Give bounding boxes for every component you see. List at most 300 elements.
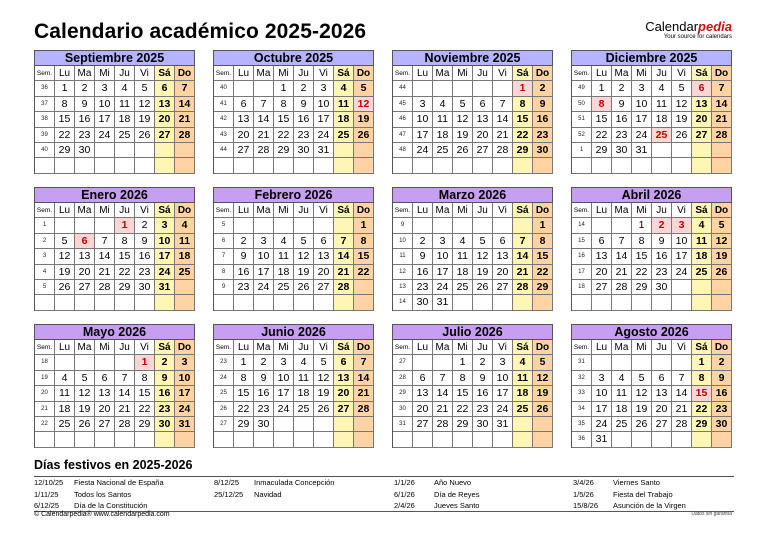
day-cell: 2 [612,81,632,96]
day-cell [334,417,354,432]
weekday-header: Lu [55,203,75,218]
month-title: Octubre 2025 [214,51,374,66]
weekday-header: Lu [413,203,433,218]
day-cell: 22 [115,265,135,280]
week-header: Sem. [214,203,234,218]
day-cell: 6 [155,81,175,96]
week-number: 19 [35,371,55,386]
weekday-header: Vi [672,66,692,81]
week-number [35,432,55,447]
weekday-header: Vi [135,203,155,218]
day-cell: 20 [493,265,513,280]
month-calendar [571,324,732,448]
day-cell [155,158,175,173]
day-cell [672,280,692,295]
week-number: 47 [393,128,413,143]
day-cell: 7 [175,81,195,96]
day-cell: 15 [533,249,553,264]
day-cell: 5 [75,371,95,386]
week-number: 32 [572,371,592,386]
holiday-date: 8/12/25 [214,478,240,487]
day-cell: 31 [175,417,195,432]
day-cell: 24 [95,128,115,143]
day-cell: 22 [453,402,473,417]
day-cell [672,143,692,158]
day-cell: 13 [95,386,115,401]
day-cell: 28 [334,280,354,295]
day-cell: 7 [672,371,692,386]
weekday-header: Mi [632,340,652,355]
brand-logo[interactable] [645,20,732,41]
month-calendar [34,50,195,174]
weekday-header: Ma [433,66,453,81]
day-cell: 10 [413,112,433,127]
day-cell [692,143,712,158]
day-cell: 9 [155,371,175,386]
day-cell: 21 [354,386,374,401]
day-cell [175,280,195,295]
day-cell [652,432,672,447]
weekday-header: Do [175,203,195,218]
day-cell: 10 [314,97,334,112]
day-cell: 26 [473,280,493,295]
day-cell: 25 [612,417,632,432]
day-cell: 11 [433,112,453,127]
month-title: Enero 2026 [35,188,195,203]
day-cell: 26 [354,128,374,143]
day-cell: 14 [672,386,692,401]
day-cell: 19 [632,402,652,417]
day-cell: 4 [612,371,632,386]
day-cell: 17 [155,249,175,264]
holidays-table [34,476,734,512]
day-cell: 25 [294,402,314,417]
day-cell: 10 [632,97,652,112]
day-cell [314,218,334,233]
month-title: Agosto 2026 [572,325,732,340]
day-cell: 11 [692,234,712,249]
day-cell [672,158,692,173]
day-cell: 19 [135,112,155,127]
month-title: Febrero 2026 [214,188,374,203]
day-cell: 10 [254,249,274,264]
day-cell [334,295,354,310]
day-cell: 30 [712,417,732,432]
day-cell: 6 [652,371,672,386]
day-cell: 16 [652,249,672,264]
day-cell: 18 [55,402,75,417]
week-number: 25 [214,386,234,401]
day-cell: 5 [135,81,155,96]
week-number: 18 [572,280,592,295]
day-cell: 1 [632,218,652,233]
day-cell: 6 [493,234,513,249]
day-cell: 27 [493,280,513,295]
day-cell: 27 [155,128,175,143]
day-cell: 13 [75,249,95,264]
day-cell [55,295,75,310]
day-cell: 7 [493,97,513,112]
day-cell: 1 [135,355,155,370]
weekday-header: Mi [632,203,652,218]
day-cell: 30 [254,417,274,432]
day-cell: 7 [433,371,453,386]
week-number: 31 [572,355,592,370]
week-number: 20 [35,386,55,401]
week-number: 44 [393,81,413,96]
day-cell: 27 [234,143,254,158]
day-cell: 3 [254,234,274,249]
day-cell [612,432,632,447]
day-cell: 10 [175,371,195,386]
day-cell: 22 [592,128,612,143]
day-cell: 26 [453,143,473,158]
day-cell: 16 [712,386,732,401]
day-cell: 6 [234,97,254,112]
day-cell: 28 [493,143,513,158]
week-number [214,295,234,310]
day-cell: 13 [314,249,334,264]
day-cell: 3 [592,371,612,386]
day-cell: 26 [75,417,95,432]
day-cell: 25 [334,128,354,143]
day-cell: 30 [155,417,175,432]
day-cell: 18 [612,402,632,417]
day-cell: 15 [692,386,712,401]
weekday-header: Lu [592,203,612,218]
day-cell [354,417,374,432]
day-cell: 27 [692,128,712,143]
day-cell: 16 [533,112,553,127]
day-cell [672,355,692,370]
day-cell [75,355,95,370]
day-cell: 28 [712,128,732,143]
day-cell: 12 [533,371,553,386]
day-cell: 30 [135,280,155,295]
day-cell: 4 [294,355,314,370]
holiday-row [214,489,334,501]
day-cell: 9 [413,249,433,264]
week-number: 12 [393,265,413,280]
day-cell: 18 [274,265,294,280]
day-cell: 7 [95,234,115,249]
day-cell: 29 [592,143,612,158]
day-cell: 15 [135,386,155,401]
day-cell: 8 [354,234,374,249]
weekday-header: Lu [234,66,254,81]
weekday-header: Do [533,66,553,81]
week-number: 40 [35,143,55,158]
day-cell: 2 [75,81,95,96]
day-cell [294,295,314,310]
day-cell: 25 [433,143,453,158]
day-cell: 14 [334,249,354,264]
week-header: Sem. [393,203,413,218]
day-cell: 31 [592,432,612,447]
day-cell: 7 [712,81,732,96]
day-cell: 1 [592,81,612,96]
day-cell [234,218,254,233]
day-cell: 19 [55,265,75,280]
holiday-name: Navidad [254,489,282,499]
day-cell: 11 [652,97,672,112]
day-cell: 15 [632,249,652,264]
day-cell: 24 [254,280,274,295]
day-cell [115,432,135,447]
day-cell: 3 [632,81,652,96]
day-cell: 20 [155,112,175,127]
day-cell: 2 [652,218,672,233]
holiday-date: 2/4/26 [394,501,415,510]
weekday-header: Sá [155,66,175,81]
holiday-column [34,477,164,512]
day-cell: 21 [175,112,195,127]
week-number: 33 [572,386,592,401]
month-calendar [213,324,374,448]
day-cell [75,295,95,310]
day-cell [513,295,533,310]
week-number: 1 [572,143,592,158]
day-cell: 18 [513,386,533,401]
holiday-row [34,477,164,489]
day-cell [314,158,334,173]
day-cell: 22 [55,128,75,143]
day-cell: 26 [632,417,652,432]
day-cell: 11 [175,234,195,249]
day-cell [533,417,553,432]
week-number: 18 [35,355,55,370]
holiday-row [394,477,479,489]
day-cell: 29 [632,280,652,295]
logo-text-a: Calendar [645,19,699,34]
month-calendar [392,187,553,311]
week-number: 31 [393,417,413,432]
day-cell [612,355,632,370]
day-cell: 15 [453,386,473,401]
day-cell: 6 [413,371,433,386]
week-number: 21 [35,402,55,417]
day-cell: 5 [294,234,314,249]
weekday-header: Do [712,340,732,355]
day-cell [672,432,692,447]
day-cell: 12 [294,249,314,264]
day-cell: 6 [473,97,493,112]
week-number: 27 [393,355,413,370]
day-cell [433,158,453,173]
day-cell: 12 [354,97,374,112]
month-title: Marzo 2026 [393,188,553,203]
day-cell [453,432,473,447]
day-cell: 12 [314,371,334,386]
day-cell [294,432,314,447]
day-cell [513,417,533,432]
holiday-date: 1/11/25 [34,489,59,499]
holiday-name: Viernes Santo [613,478,660,487]
day-cell: 19 [314,386,334,401]
day-cell: 8 [274,97,294,112]
day-cell: 15 [115,249,135,264]
day-cell [692,158,712,173]
day-cell: 3 [175,355,195,370]
day-cell: 19 [354,112,374,127]
day-cell: 8 [55,97,75,112]
day-cell: 20 [314,265,334,280]
weekday-header: Vi [672,203,692,218]
holiday-date: 6/1/26 [394,489,415,499]
day-cell: 31 [632,143,652,158]
day-cell: 23 [75,128,95,143]
day-cell: 28 [175,128,195,143]
day-cell: 6 [334,355,354,370]
day-cell: 21 [95,265,115,280]
day-cell: 14 [612,249,632,264]
holiday-row [394,489,479,501]
day-cell: 17 [314,112,334,127]
day-cell: 29 [234,417,254,432]
day-cell: 20 [692,112,712,127]
day-cell [135,143,155,158]
day-cell: 10 [433,249,453,264]
day-cell: 27 [413,417,433,432]
day-cell [413,355,433,370]
day-cell: 4 [55,371,75,386]
day-cell: 19 [294,265,314,280]
weekday-header: Sá [334,340,354,355]
day-cell: 6 [692,81,712,96]
day-cell: 31 [314,143,334,158]
week-number: 14 [572,218,592,233]
day-cell: 20 [234,128,254,143]
day-cell: 11 [274,249,294,264]
week-number: 48 [393,143,413,158]
day-cell: 2 [234,234,254,249]
day-cell [75,158,95,173]
day-cell: 7 [334,234,354,249]
day-cell: 25 [274,280,294,295]
week-number: 9 [393,218,413,233]
day-cell: 2 [533,81,553,96]
week-header: Sem. [393,66,413,81]
day-cell: 22 [274,128,294,143]
day-cell: 5 [533,355,553,370]
day-cell: 21 [612,265,632,280]
day-cell: 12 [55,249,75,264]
weekday-header: Mi [95,340,115,355]
weekday-header: Ju [473,340,493,355]
day-cell: 5 [354,81,374,96]
holiday-row [34,489,164,501]
day-cell: 15 [354,249,374,264]
holiday-column [394,477,479,512]
week-header: Sem. [572,340,592,355]
day-cell: 25 [692,265,712,280]
day-cell: 20 [75,265,95,280]
week-header: Sem. [35,340,55,355]
page-title: Calendario académico 2025-2026 [34,20,367,43]
day-cell: 17 [493,386,513,401]
day-cell: 13 [413,386,433,401]
day-cell [493,158,513,173]
weekday-header: Ma [433,340,453,355]
day-cell: 7 [254,97,274,112]
day-cell: 21 [115,402,135,417]
day-cell: 7 [513,234,533,249]
day-cell: 5 [672,81,692,96]
footer-copyright: © Calendarpedia® www.calendarpedia.com [34,511,170,518]
day-cell [632,432,652,447]
day-cell [274,158,294,173]
weekday-header: Do [533,340,553,355]
day-cell [592,218,612,233]
weekday-header: Vi [493,340,513,355]
weekday-header: Ju [652,340,672,355]
week-header: Sem. [393,340,413,355]
day-cell: 24 [592,417,612,432]
week-number: 3 [35,249,55,264]
day-cell: 21 [513,265,533,280]
week-number: 37 [35,97,55,112]
week-number: 5 [35,280,55,295]
weekday-header: Vi [314,66,334,81]
day-cell [632,295,652,310]
month-title: Diciembre 2025 [572,51,732,66]
day-cell: 14 [115,386,135,401]
day-cell: 26 [314,402,334,417]
day-cell [294,158,314,173]
day-cell: 8 [632,234,652,249]
holiday-name: Día de Reyes [434,489,480,499]
weekday-header: Lu [234,203,254,218]
day-cell: 18 [453,265,473,280]
day-cell: 3 [155,218,175,233]
day-cell: 18 [692,249,712,264]
day-cell: 12 [672,97,692,112]
day-cell: 16 [413,265,433,280]
day-cell [254,218,274,233]
day-cell [712,295,732,310]
week-number [35,295,55,310]
day-cell [672,295,692,310]
day-cell: 16 [294,112,314,127]
day-cell [274,417,294,432]
holiday-name: Fiesta del Trabajo [613,489,673,499]
day-cell [274,295,294,310]
day-cell [294,417,314,432]
day-cell: 2 [473,355,493,370]
day-cell [413,81,433,96]
week-number: 9 [214,280,234,295]
day-cell: 13 [592,249,612,264]
holiday-name: Todos los Santos [74,489,132,499]
day-cell: 30 [612,143,632,158]
day-cell: 26 [533,402,553,417]
weekday-header: Ma [433,203,453,218]
day-cell [95,143,115,158]
day-cell: 10 [493,371,513,386]
weekday-header: Ma [612,340,632,355]
week-number: 8 [214,265,234,280]
day-cell: 3 [433,234,453,249]
day-cell [115,158,135,173]
day-cell [493,218,513,233]
day-cell [354,143,374,158]
day-cell: 15 [592,112,612,127]
day-cell: 23 [473,402,493,417]
day-cell [95,158,115,173]
day-cell [234,81,254,96]
week-number: 13 [393,280,413,295]
day-cell [513,218,533,233]
